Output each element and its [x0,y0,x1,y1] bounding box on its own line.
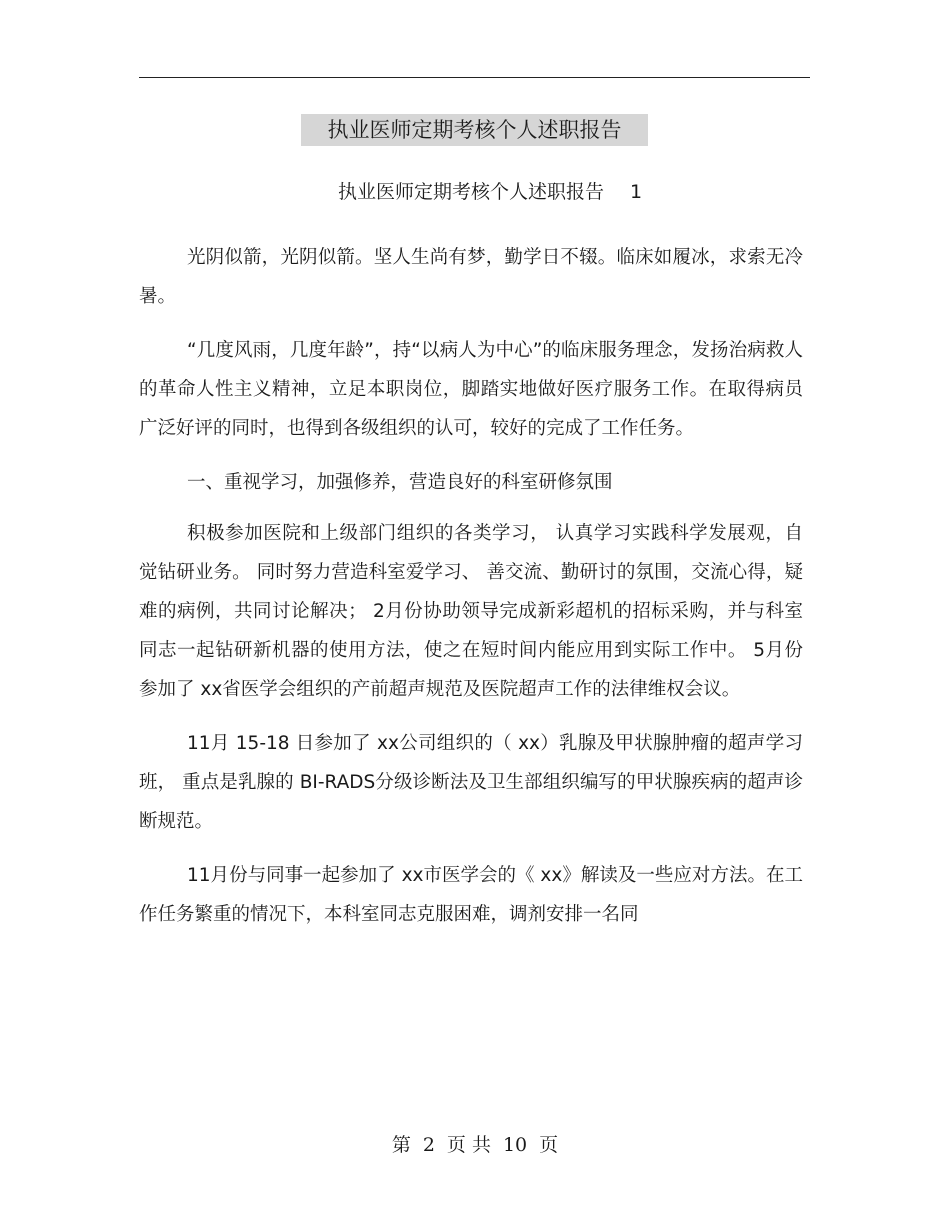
paragraph-november: 11月份与同事一起参加了 xx市医学会的《 xx》解读及一些应对方法。在工作任务繁重的情况下，本科室同志克服困难，调剂安排一名同 [139,865,803,925]
page-footer [0,1130,950,1157]
subtitle-text: 执业医师定期考核个人述职报告 [338,181,605,203]
subtitle-number: 1 [630,181,643,203]
document-body [139,238,803,949]
page-current: 2 [422,1134,435,1156]
footer-prefix: 第 [391,1134,411,1156]
paragraph-training: 11月 15-18 日参加了 xx公司组织的（ xx）乳腺及甲状腺肿瘤的超声学习班， 重点是乳腺的 BI-RADS分级诊断法及卫生部组织编写的甲状腺疾病的超声诊断规范。 [139,733,803,832]
page-total: 10 [502,1134,528,1156]
document-subtitle [338,178,642,206]
paragraph-intro: 光阴似箭，光阴似箭。坚人生尚有梦，勤学日不辍。临床如履冰，求索无冷暑。 [139,247,803,307]
header-rule [139,77,810,78]
paragraph-study: 积极参加医院和上级部门组织的各类学习， 认真学习实践科学发展观，自觉钻研业务。 同时努力营造科室爱学习、 善交流、勤研讨的氛围，交流心得，疑难的病例，共同讨论解决； 2月份协助领导完成新彩超机的招标采购，并与科室同志一起钻研新机器的使用方法，使之在短时间内能应用到实际工作中。 5月份参加了 xx省医学会组织的产前超声规范及医院超声工作的法律维权会议。 [139,523,803,700]
footer-mid: 页 共 [446,1134,491,1156]
section-heading-1: 一、重视学习，加强修养，营造良好的科室研修氛围 [187,472,613,493]
document-title: 执业医师定期考核个人述职报告 [301,114,648,146]
paragraph-philosophy: “几度风雨，几度年龄”，持“以病人为中心”的临床服务理念，发扬治病救人的革命人性主义精神，立足本职岗位，脚踏实地做好医疗服务工作。在取得病员广泛好评的同时，也得到各级组织的认可，较好的完成了工作任务。 [139,340,803,439]
footer-suffix: 页 [539,1134,559,1156]
